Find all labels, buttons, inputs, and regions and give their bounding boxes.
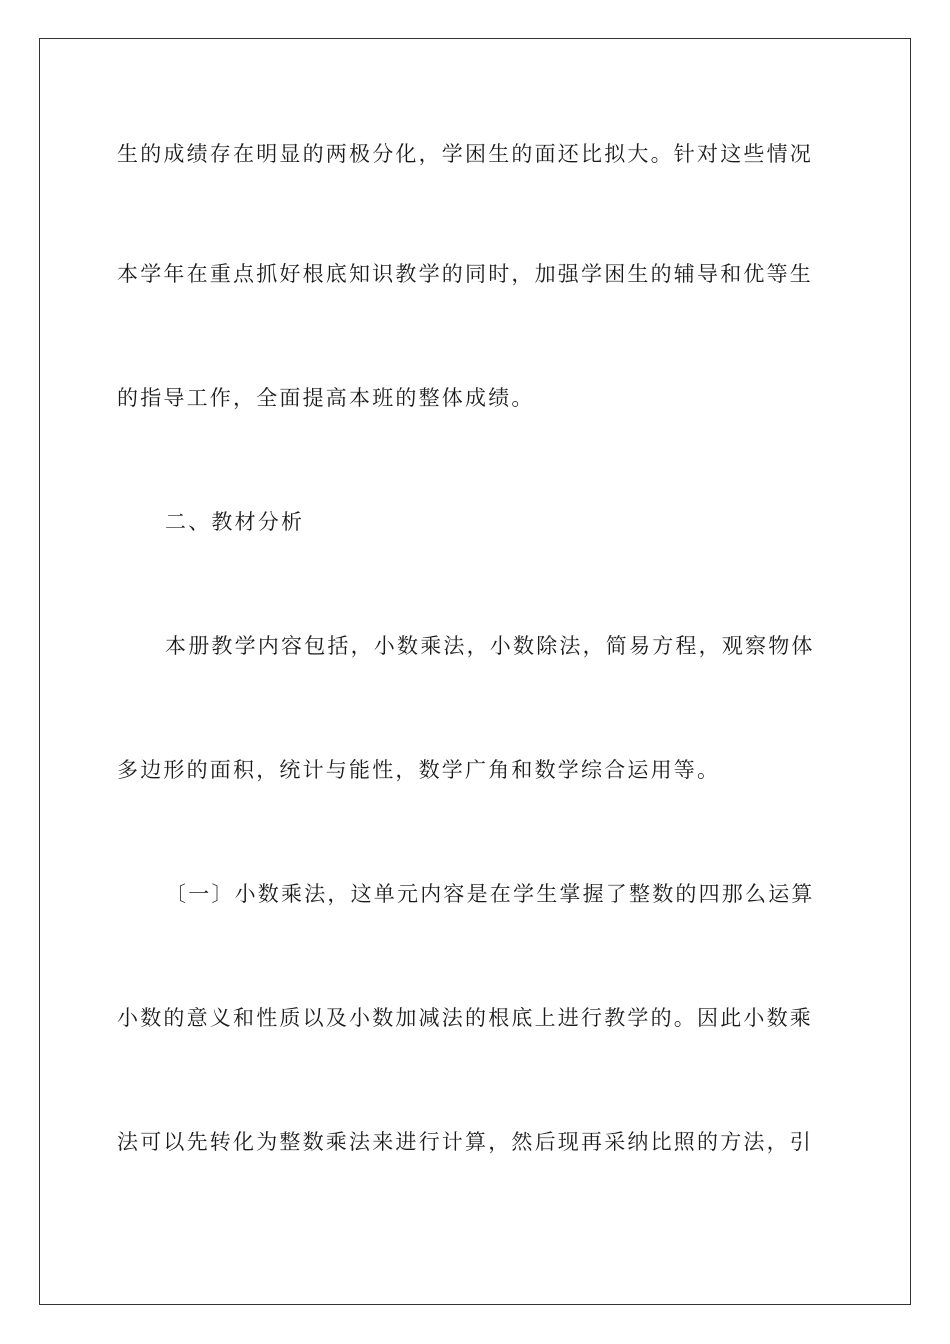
- page-border: [39, 38, 911, 1305]
- paragraph-line-1: 生的成绩存在明显的两极分化，学困生的面还比拟大。针对这些情况: [117, 142, 813, 166]
- section-heading: 二、教材分析: [165, 510, 305, 534]
- paragraph-line-5: 本册教学内容包括，小数乘法，小数除法，简易方程，观察物体: [165, 634, 815, 658]
- paragraph-line-8: 小数的意义和性质以及小数加减法的根底上进行教学的。因此小数乘: [117, 1006, 813, 1030]
- paragraph-line-6: 多边形的面积，统计与能性，数学广角和数学综合运用等。: [117, 758, 721, 782]
- paragraph-line-2: 本学年在重点抓好根底知识教学的同时，加强学困生的辅导和优等生: [117, 262, 813, 286]
- paragraph-line-3: 的指导工作，全面提高本班的整体成绩。: [117, 386, 535, 410]
- paragraph-line-7: 〔一〕小数乘法，这单元内容是在学生掌握了整数的四那么运算: [165, 882, 815, 906]
- paragraph-line-9: 法可以先转化为整数乘法来进行计算，然后现再采纳比照的方法，引: [117, 1130, 813, 1154]
